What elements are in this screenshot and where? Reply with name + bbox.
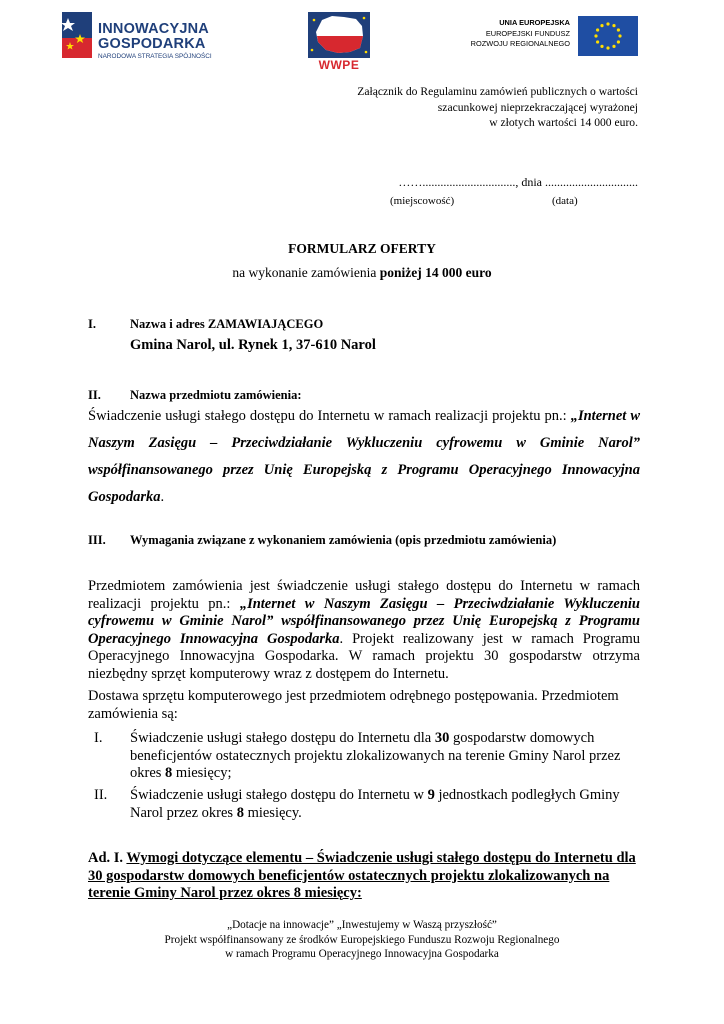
form-subtitle <box>0 265 724 281</box>
section3-p1-end: . Projekt realizowany jest w ramach Programu Operacyjnego Innowacyjna Gospodarka. W ramach projektu 30 gospodarstw otrzyma niezbędny sprzęt komputerowy wraz z dostępem do Internetu. <box>88 630 640 682</box>
ig-logo-line2: GOSPODARKA <box>98 36 206 52</box>
list-item-number: I. <box>94 730 103 746</box>
page-footer <box>0 918 724 962</box>
list-item-text-c: jednostkach podległych Gminy Narol przez okres <box>130 787 620 821</box>
section3-project-name: „Internet w Naszym Zasięgu – Przeciwdziałanie Wykluczeniu cyfrowemu w Gminie Narol” współfinansowanego przez Unię Europejską z Programu Operacyjnego Innowacyjna Gospodarka <box>88 595 640 647</box>
annex-line1: Załącznik do Regulaminu zamówień publicznych o wartości <box>357 85 638 98</box>
eu-logo <box>470 14 638 60</box>
section2-text-end: . <box>160 489 165 505</box>
wwpe-logo <box>308 12 370 76</box>
section1-heading: Nazwa i adres ZAMAWIAJĄCEGO <box>130 317 324 331</box>
section3-heading: Wymagania związane z wykonaniem zamówienia (opis przedmiotu zamówienia) <box>130 533 557 547</box>
ad1-prefix: Ad. I. <box>88 850 127 866</box>
footer-line3: w ramach Programu Operacyjnego Innowacyjna Gospodarka <box>225 948 499 960</box>
annex-note <box>357 84 638 131</box>
footer-line2: Projekt współfinansowany ze środków Europejskiego Funduszu Rozwoju Regionalnego <box>164 933 560 946</box>
ig-flag-icon <box>62 12 92 58</box>
section2-project-name: „Internet w Naszym Zasięgu – Przeciwdziałanie Wykluczeniu cyfrowemu w Gminie Narol” współfinansowanego przez Unię Europejską z Programu Operacyjnego Innowacyjna Gospodarka <box>88 408 640 505</box>
section3-p1-start: Przedmiotem zamówienia jest świadczenie usługi stałego dostępu do Internetu w ramach realizacji projektu pn.: <box>88 578 640 612</box>
eu-logo-text <box>471 18 570 50</box>
ad1-underlined: Wymogi dotyczące elementu – Świadczenie usługi stałego dostępu do Internetu dla 30 gospodarstw domowych beneficjentów ostatecznych projektu zlokalizowanych na terenie Gminy Narol przez okres 8 miesięcy: <box>88 850 636 901</box>
section2-paragraph <box>88 403 640 511</box>
list-item-text-e: miesięcy. <box>243 804 302 821</box>
section2-heading: Nazwa przedmiotu zamówienia: <box>130 388 302 402</box>
annex-line2: szacunkowej nieprzekraczającej wyrażonej <box>437 100 638 114</box>
subtitle-prefix: na wykonanie zamówienia <box>232 265 380 280</box>
list-item <box>130 787 640 822</box>
ig-logo-line1: INNOWACYJNA <box>98 21 209 37</box>
section3-paragraph1 <box>88 578 640 683</box>
section3-paragraph2: Dostawa sprzętu komputerowego jest przedmiotem odrębnego postępowania. Przedmiotem zamówienia są: <box>88 688 619 722</box>
list-item-text-a: Świadczenie usługi stałego dostępu do Internetu w <box>130 787 428 803</box>
wwpe-logo-text: WWPE <box>318 58 360 72</box>
footer-line1: „Dotacje na innowacje” „Inwestujemy w Waszą przyszłość” <box>227 919 497 931</box>
list-item-text-c: gospodarstw domowych beneficjentów ostatecznych projektu zlokalizowanych na terenie Gminy Narol przez okres <box>130 730 621 781</box>
eu-flag-icon <box>578 16 638 56</box>
list-item-count: 9 <box>427 787 435 803</box>
list-item-count: 30 <box>434 730 450 746</box>
section1-number: I. <box>88 317 96 331</box>
list-item-text-e: miesięcy; <box>172 765 232 781</box>
subtitle-bold: poniżej 14 000 euro <box>379 265 492 280</box>
list-item-number: II. <box>94 787 108 803</box>
section2-text-plain: Świadczenie usługi stałego dostępu do Internetu w ramach realizacji projektu pn.: <box>88 408 571 424</box>
date-label: (data) <box>552 195 578 207</box>
form-title: FORMULARZ OFERTY <box>288 241 436 256</box>
place-date-line: ……..............................., dnia ............................... <box>398 175 638 189</box>
ordering-party-address: Gmina Narol, ul. Rynek 1, 37-610 Narol <box>130 337 376 353</box>
eu-logo-line2: EUROPEJSKI FUNDUSZ <box>485 28 570 38</box>
place-label: (miejscowość) <box>390 195 455 207</box>
poland-map-icon <box>308 12 370 58</box>
ig-logo-sub: NARODOWA STRATEGIA SPÓJNOŚCI <box>98 53 212 60</box>
list-item-text-a: Świadczenie usługi stałego dostępu do Internetu dla <box>130 730 435 746</box>
innowacyjna-gospodarka-logo <box>62 12 232 64</box>
list-item <box>130 730 640 783</box>
eu-logo-line1: UNIA EUROPEJSKA <box>499 18 570 27</box>
section3-number: III. <box>88 533 106 547</box>
ad1-heading <box>88 850 648 903</box>
list-item-months: 8 <box>165 765 173 781</box>
annex-line3: w złotych wartości 14 000 euro. <box>489 116 638 129</box>
eu-logo-line3: ROZWOJU REGIONALNEGO <box>470 39 570 48</box>
section2-number: II. <box>88 388 101 402</box>
list-item-months: 8 <box>236 804 244 821</box>
